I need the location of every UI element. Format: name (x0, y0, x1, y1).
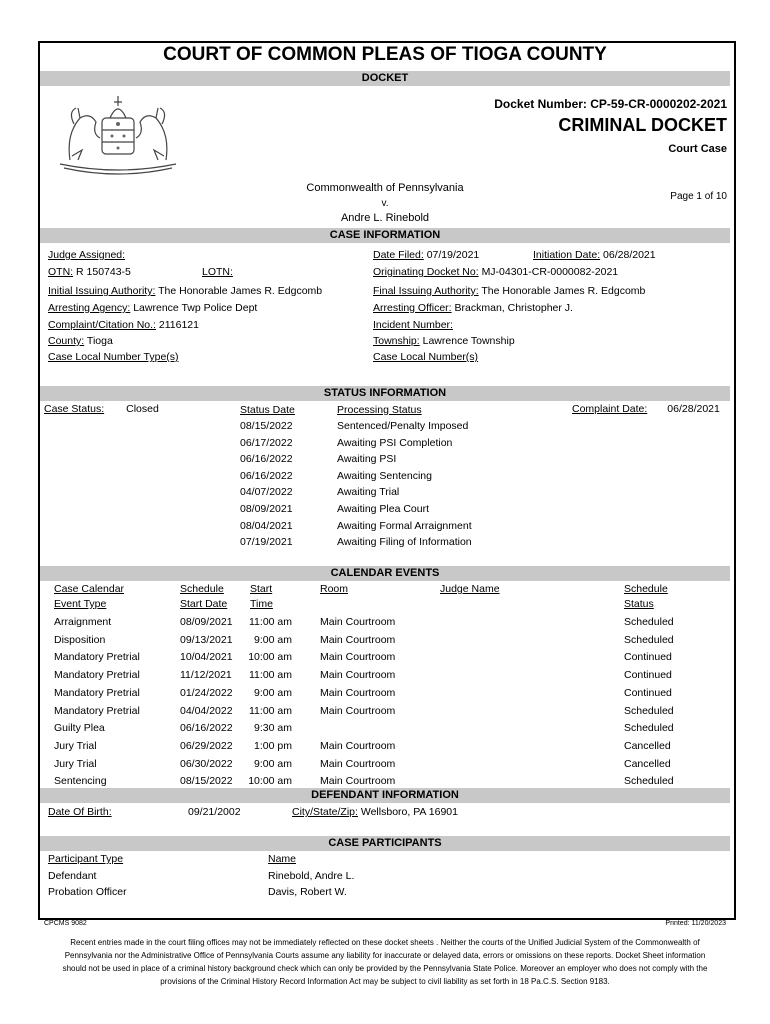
calendar-header-start: Start (250, 583, 273, 595)
calendar-event-type: Mandatory Pretrial (54, 669, 140, 682)
status-date: 04/07/2022 (240, 486, 293, 499)
processing-status: Awaiting Formal Arraignment (337, 519, 472, 532)
calendar-start-time: 11:00 am (249, 616, 292, 628)
docket-number: Docket Number: CP-59-CR-0000202-2021 (494, 97, 727, 111)
status-date: 08/04/2021 (240, 519, 293, 532)
originating-docket: Originating Docket No: MJ-04301-CR-0000082-2021 (373, 266, 619, 278)
dob-label: Date Of Birth: (48, 806, 112, 818)
calendar-start-time: 9:00 am (254, 757, 292, 770)
calendar-start-date: 06/30/2022 (180, 757, 233, 770)
calendar-start-date: 10/04/2021 (180, 651, 233, 664)
status-date: 07/19/2021 (240, 536, 293, 549)
calendar-event-type: Jury Trial (54, 739, 97, 752)
case-local-number-type: Case Local Number Type(s) (48, 351, 179, 363)
calendar-start-date: 01/24/2022 (180, 686, 233, 699)
calendar-room: Main Courtroom (320, 616, 396, 628)
calendar-room: Main Courtroom (320, 739, 396, 752)
form-id: CPCMS 9082 (44, 920, 87, 927)
calendar-events-band: CALENDAR EVENTS (40, 566, 730, 581)
calendar-room: Main Courtroom (320, 757, 396, 770)
participant-type: Probation Officer (48, 886, 127, 898)
calendar-header-time: Time (250, 598, 273, 610)
processing-status: Awaiting Sentencing (337, 469, 432, 482)
status-date: 08/15/2022 (240, 420, 293, 432)
calendar-schedule-status: Cancelled (624, 739, 671, 752)
status-date-header: Status Date (240, 404, 295, 416)
processing-status: Awaiting Trial (337, 486, 400, 499)
calendar-room: Main Courtroom (320, 686, 396, 699)
calendar-schedule-status: Continued (624, 686, 672, 699)
calendar-event-type: Mandatory Pretrial (54, 651, 140, 664)
calendar-event-type: Disposition (54, 633, 106, 646)
calendar-event-type: Arraignment (54, 616, 112, 628)
initiation-date: Initiation Date: 06/28/2021 (533, 249, 656, 261)
status-information-band: STATUS INFORMATION (40, 386, 730, 401)
calendar-start-date: 06/29/2022 (180, 739, 233, 752)
arresting-officer: Arresting Officer: Brackman, Christopher J. (373, 302, 573, 314)
status-date: 06/16/2022 (240, 453, 293, 466)
calendar-start-time: 10:00 am (248, 775, 292, 788)
processing-status-header: Processing Status (337, 404, 422, 416)
calendar-header-event-type: Event Type (54, 598, 107, 610)
calendar-schedule-status: Scheduled (624, 633, 674, 646)
participant-name: Davis, Robert W. (268, 886, 347, 898)
calendar-start-date: 09/13/2021 (180, 633, 233, 646)
participant-name: Rinebold, Andre L. (268, 870, 355, 882)
calendar-start-time: 10:00 am (248, 651, 292, 664)
calendar-event-type: Jury Trial (54, 757, 97, 770)
incident-number: Incident Number: (373, 319, 453, 331)
calendar-room: Main Courtroom (320, 704, 396, 717)
calendar-schedule-status: Scheduled (624, 722, 674, 735)
processing-status: Awaiting Filing of Information (337, 536, 472, 549)
caption-plaintiff: Commonwealth of Pennsylvania (306, 182, 464, 194)
calendar-event-type: Mandatory Pretrial (54, 686, 140, 699)
calendar-header-event: Case Calendar (54, 583, 125, 595)
caption-v: v. (381, 198, 389, 209)
otn: OTN: R 150743-5 (48, 266, 131, 278)
calendar-start-time: 11:00 am (249, 669, 292, 682)
calendar-start-time: 9:00 am (254, 686, 292, 699)
calendar-start-time: 9:30 am (254, 722, 292, 735)
complaint-citation: Complaint/Citation No.: 2116121 (48, 319, 199, 331)
city-state-zip: City/State/Zip: Wellsboro, PA 16901 (292, 806, 458, 818)
calendar-header-start-date: Start Date (180, 598, 228, 610)
township: Township: Lawrence Township (373, 335, 515, 347)
processing-status: Awaiting PSI Completion (337, 436, 453, 449)
printed-date: Printed: 11/20/2023 (665, 920, 726, 927)
case-status: Case Status: Closed (44, 403, 159, 415)
page-number: Page 1 of 10 (670, 191, 727, 202)
calendar-schedule-status: Scheduled (624, 616, 674, 628)
status-date: 06/16/2022 (240, 469, 293, 482)
calendar-start-date: 04/04/2022 (180, 704, 233, 717)
court-title: COURT OF COMMON PLEAS OF TIOGA COUNTY (163, 44, 607, 65)
dob-value: 09/21/2002 (188, 806, 241, 818)
calendar-schedule-status: Cancelled (624, 757, 671, 770)
defendant-information-band: DEFENDANT INFORMATION (40, 788, 730, 803)
docket-band: DOCKET (40, 71, 730, 86)
calendar-room: Main Courtroom (320, 775, 396, 788)
lotn: LOTN: (202, 266, 233, 278)
calendar-event-type: Sentencing (54, 775, 107, 788)
final-issuing-authority: Final Issuing Authority: The Honorable James R. Edgcomb (373, 285, 646, 297)
status-date: 06/17/2022 (240, 436, 293, 449)
calendar-event-type: Mandatory Pretrial (54, 704, 140, 717)
calendar-start-time: 9:00 am (254, 633, 292, 646)
calendar-room: Main Courtroom (320, 669, 396, 682)
calendar-room: Main Courtroom (320, 633, 396, 646)
complaint-date: Complaint Date: 06/28/2021 (572, 403, 720, 415)
calendar-header-status: Status (624, 598, 654, 610)
calendar-start-time: 1:00 pm (254, 739, 292, 752)
calendar-header-room: Room (320, 583, 349, 595)
judge-assigned: Judge Assigned: (48, 249, 126, 261)
county: County: Tioga (48, 335, 113, 347)
calendar-start-date: 08/09/2021 (180, 616, 233, 628)
calendar-header-judge: Judge Name (440, 583, 500, 595)
caption-defendant: Andre L. Rinebold (340, 212, 430, 224)
calendar-header-schedule-status: Schedule (624, 583, 668, 595)
date-filed: Date Filed: 07/19/2021 (373, 249, 480, 261)
status-date: 08/09/2021 (240, 503, 293, 515)
calendar-event-type: Guilty Plea (54, 722, 105, 735)
processing-status: Sentenced/Penalty Imposed (337, 420, 469, 432)
participant-name-header: Name (268, 853, 297, 865)
processing-status: Awaiting Plea Court (337, 503, 430, 515)
calendar-header-schedule: Schedule (180, 583, 224, 595)
participant-type: Defendant (48, 870, 97, 882)
calendar-room: Main Courtroom (320, 651, 396, 664)
case-participants-band: CASE PARTICIPANTS (40, 836, 730, 851)
calendar-start-date: 11/12/2021 (180, 669, 232, 682)
court-case-label: Court Case (668, 143, 727, 155)
processing-status: Awaiting PSI (337, 453, 397, 466)
participant-type-header: Participant Type (48, 853, 124, 865)
calendar-schedule-status: Scheduled (624, 775, 674, 788)
calendar-schedule-status: Scheduled (624, 704, 674, 717)
case-information-band: CASE INFORMATION (40, 228, 730, 243)
calendar-schedule-status: Continued (624, 669, 672, 682)
pennsylvania-seal-icon (52, 94, 184, 176)
docket-type: CRIMINAL DOCKET (558, 115, 727, 135)
calendar-start-time: 11:00 am (249, 704, 292, 717)
calendar-start-date: 06/16/2022 (180, 722, 233, 735)
arresting-agency: Arresting Agency: Lawrence Twp Police Dept (48, 302, 258, 314)
disclaimer: Recent entries made in the court filing offices may not be immediately reflected on these docket sheets . Neither the courts of the Unified Judicial System of the Commonwealth of Pennsylvania nor the Administrative Office of Pennsylvania Courts assume any liability for inaccurate or delayed data, errors or omissions on these reports. Docket Sheet information should not be used in place of a criminal history background check which can only be provided by the Pennsylvania State Police. Moreover an employer who does not comply with the provisions of the Criminal History Record Information Act may be subject to civil liability as set forth in 18 Pa.C.S. Section 9183. (62, 938, 708, 986)
case-local-number: Case Local Number(s) (373, 351, 479, 363)
calendar-schedule-status: Continued (624, 651, 672, 664)
calendar-start-date: 08/15/2022 (180, 775, 233, 788)
initial-issuing-authority: Initial Issuing Authority: The Honorable James R. Edgcomb (48, 285, 323, 297)
